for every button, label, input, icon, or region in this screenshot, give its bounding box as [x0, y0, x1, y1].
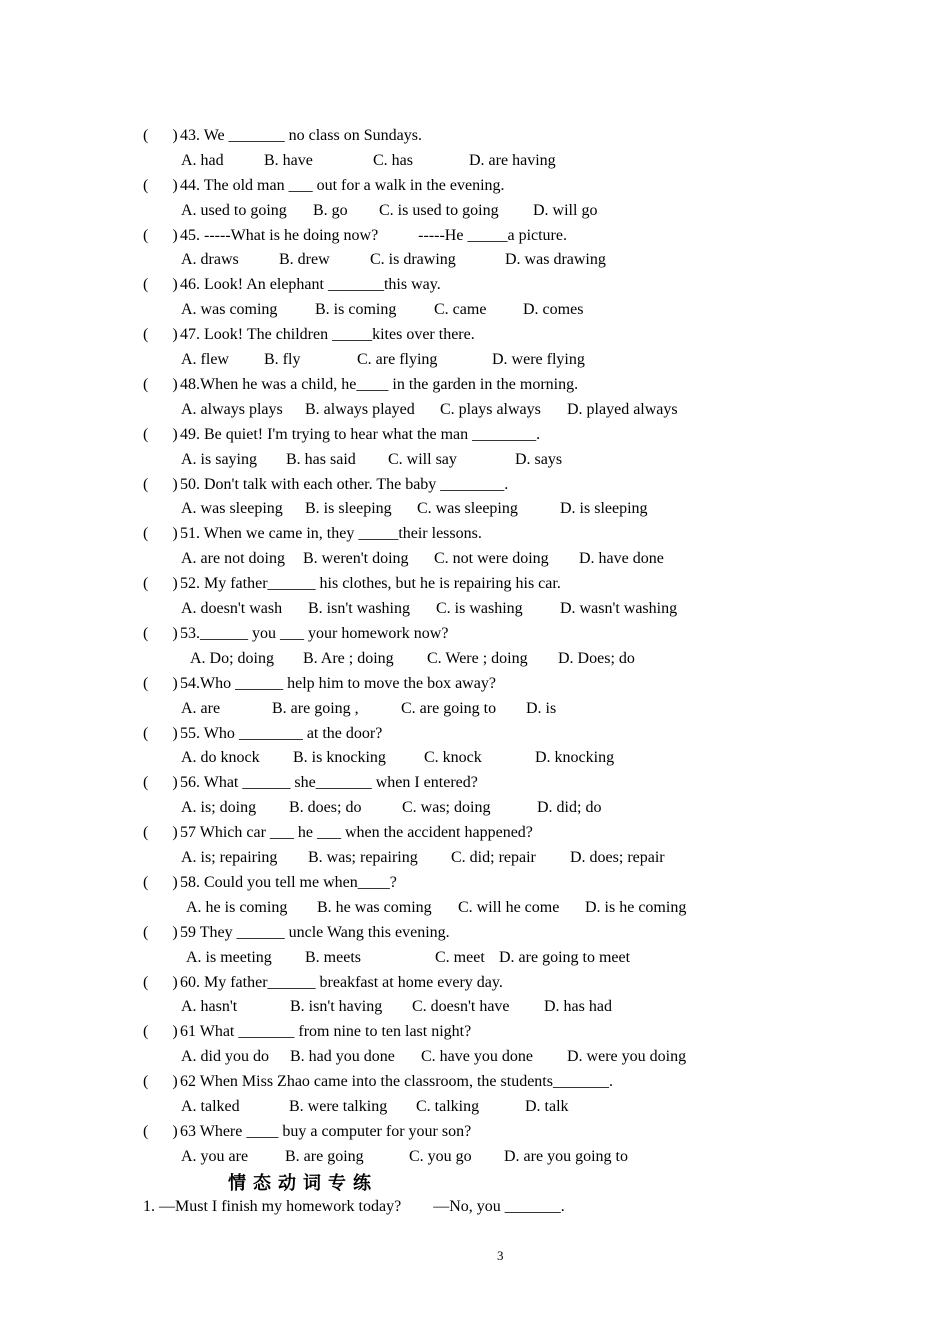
option-b: B. does; do [289, 799, 362, 817]
option-a: A. hasn't [181, 998, 238, 1016]
option-d: D. has had [544, 998, 612, 1016]
option-b: B. isn't having [290, 998, 383, 1016]
answer-blank: ( ) [143, 475, 178, 493]
question-item [143, 771, 783, 821]
question-text: 46. Look! An elephant _______this way. [180, 276, 441, 294]
answer-blank: ( ) [143, 226, 178, 244]
option-d: D. are you going to [504, 1147, 628, 1165]
question-text: 57 Which car ___ he ___ when the accident happened? [180, 824, 533, 842]
option-row [143, 946, 783, 971]
option-row [143, 448, 783, 473]
option-a: A. used to going [181, 201, 287, 219]
option-b: B. go [313, 201, 348, 219]
option-d: D. is sleeping [560, 500, 648, 518]
option-row [143, 846, 783, 871]
option-b: B. he was coming [317, 898, 432, 916]
option-c: C. will he come [458, 898, 560, 916]
question-text: 49. Be quiet! I'm trying to hear what the man ________. [180, 425, 541, 443]
option-c: C. did; repair [451, 849, 536, 867]
option-row [143, 647, 783, 672]
option-b: B. is sleeping [305, 500, 392, 518]
question-text: 60. My father______ breakfast at home every day. [180, 973, 503, 991]
answer-blank: ( ) [143, 575, 178, 593]
question-stem [143, 522, 783, 547]
question-stem [143, 1020, 783, 1045]
answer-blank: ( ) [143, 774, 178, 792]
option-b: B. had you done [290, 1048, 395, 1066]
question-text: 44. The old man ___ out for a walk in the evening. [180, 176, 505, 194]
answer-blank: ( ) [143, 973, 178, 991]
question-item [143, 224, 783, 274]
option-row [143, 995, 783, 1020]
option-c: C. are going to [401, 699, 497, 717]
question-stem [143, 622, 783, 647]
question-stem [143, 473, 783, 498]
option-a: A. are [181, 699, 221, 717]
question-item [143, 124, 783, 174]
option-c: C. doesn't have [412, 998, 510, 1016]
option-a: A. is; doing [181, 799, 257, 817]
question-item [143, 373, 783, 423]
option-b: B. are going , [272, 699, 359, 717]
option-d: D. does; repair [570, 849, 665, 867]
option-c: C. are flying [357, 351, 438, 369]
option-row [143, 1145, 783, 1170]
question-item [143, 1020, 783, 1070]
option-b: B. has said [286, 450, 356, 468]
option-a: A. you are [181, 1147, 249, 1165]
option-d: D. were flying [492, 351, 585, 369]
question-stem [143, 871, 783, 896]
option-d: D. comes [523, 301, 584, 319]
option-a: A. draws [181, 251, 239, 269]
option-c: C. plays always [440, 400, 541, 418]
question-stem [143, 273, 783, 298]
answer-blank: ( ) [143, 674, 178, 692]
option-c: C. meet [435, 948, 485, 966]
option-d: D. knocking [535, 749, 615, 767]
section-title: 情态动词专练 [228, 1173, 378, 1194]
question-stem [143, 224, 783, 249]
option-row [143, 597, 783, 622]
question-text: 47. Look! The children _____kites over there. [180, 326, 475, 344]
question-stem [143, 1070, 783, 1095]
question-item [143, 423, 783, 473]
question-text: 45. -----What is he doing now? -----He _____a picture. [180, 226, 567, 244]
option-a: A. was sleeping [181, 500, 283, 518]
question-text: 55. Who ________ at the door? [180, 724, 383, 742]
question-stem [143, 722, 783, 747]
question-stem [143, 672, 783, 697]
option-d: D. will go [533, 201, 598, 219]
option-row [143, 348, 783, 373]
option-b: B. were talking [289, 1098, 388, 1116]
option-row [143, 149, 783, 174]
question-stem [143, 174, 783, 199]
question-item [143, 572, 783, 622]
option-a: A. are not doing [181, 550, 285, 568]
page-number: 3 [497, 1248, 504, 1263]
question-item [143, 821, 783, 871]
option-d: D. was drawing [505, 251, 606, 269]
option-d: D. wasn't washing [560, 600, 678, 618]
question-stem [143, 572, 783, 597]
option-a: A. was coming [181, 301, 278, 319]
option-b: B. isn't washing [308, 600, 410, 618]
answer-blank: ( ) [143, 176, 178, 194]
answer-blank: ( ) [143, 873, 178, 891]
option-a: A. did you do [181, 1048, 269, 1066]
question-item [143, 622, 783, 672]
option-d: D. are going to meet [499, 948, 631, 966]
question-item [143, 323, 783, 373]
question-item [143, 722, 783, 772]
question-item [143, 871, 783, 921]
answer-blank: ( ) [143, 425, 178, 443]
option-b: B. Are ; doing [303, 649, 394, 667]
option-b: B. always played [305, 400, 415, 418]
question-text: 52. My father______ his clothes, but he is repairing his car. [180, 575, 561, 593]
option-b: B. was; repairing [308, 849, 418, 867]
question-stem [143, 921, 783, 946]
option-d: D. is [526, 699, 557, 717]
question-item [143, 971, 783, 1021]
answer-blank: ( ) [143, 824, 178, 842]
option-row [143, 497, 783, 522]
option-d: D. played always [567, 400, 678, 418]
question-list [143, 124, 783, 1170]
question-stem [143, 323, 783, 348]
option-b: B. fly [264, 351, 301, 369]
answer-blank: ( ) [143, 127, 178, 144]
option-d: D. have done [579, 550, 664, 568]
answer-blank: ( ) [143, 923, 178, 941]
option-b: B. drew [279, 251, 330, 269]
option-row [143, 298, 783, 323]
question-text: 61 What _______ from nine to ten last night? [180, 1023, 472, 1041]
option-c: C. was sleeping [417, 500, 518, 518]
question-text: 59 They ______ uncle Wang this evening. [180, 923, 450, 941]
option-b: B. have [264, 151, 313, 169]
question-stem [143, 821, 783, 846]
question-stem [143, 1120, 783, 1145]
option-c: C. Were ; doing [427, 649, 528, 667]
option-a: A. flew [181, 351, 229, 369]
option-d: D. did; do [537, 799, 602, 817]
option-a: A. is meeting [186, 948, 272, 966]
question-text: 43. We _______ no class on Sundays. [180, 127, 422, 144]
question-stem [143, 373, 783, 398]
question-stem [143, 124, 783, 149]
option-row [143, 248, 783, 273]
option-row [143, 746, 783, 771]
option-a: A. doesn't wash [181, 600, 283, 618]
question-item [143, 672, 783, 722]
option-row [143, 398, 783, 423]
answer-blank: ( ) [143, 1122, 178, 1140]
answer-blank: ( ) [143, 724, 178, 742]
question-text: 56. What ______ she_______ when I entered? [180, 774, 478, 792]
answer-blank: ( ) [143, 624, 178, 642]
option-row [143, 1045, 783, 1070]
option-a: A. he is coming [186, 898, 288, 916]
answer-blank: ( ) [143, 375, 178, 393]
question-text: 63 Where ____ buy a computer for your son? [180, 1122, 472, 1140]
option-a: A. always plays [181, 400, 283, 418]
question-item [143, 273, 783, 323]
modal-question-1: 1. —Must I finish my homework today? —No, you _______. [143, 1198, 565, 1215]
option-c: C. knock [424, 749, 482, 767]
option-d: D. says [515, 450, 563, 468]
option-c: C. came [434, 301, 487, 319]
option-c: C. is drawing [370, 251, 456, 269]
option-a: A. is; repairing [181, 849, 278, 867]
option-d: D. Does; do [558, 649, 635, 667]
option-a: A. do knock [181, 749, 260, 767]
option-c: C. you go [409, 1147, 472, 1165]
option-row [143, 199, 783, 224]
question-stem [143, 971, 783, 996]
option-row [143, 547, 783, 572]
option-d: D. are having [469, 151, 556, 169]
option-d: D. is he coming [585, 898, 687, 916]
option-b: B. meets [305, 948, 361, 966]
answer-blank: ( ) [143, 1073, 178, 1091]
answer-blank: ( ) [143, 326, 178, 344]
question-stem [143, 771, 783, 796]
question-text: 58. Could you tell me when____? [180, 873, 397, 891]
option-c: C. not were doing [434, 550, 549, 568]
option-c: C. will say [388, 450, 457, 468]
option-c: C. is washing [436, 600, 523, 618]
question-item [143, 921, 783, 971]
question-text: 50. Don't talk with each other. The baby ________. [180, 475, 509, 493]
option-b: B. is knocking [293, 749, 386, 767]
option-c: C. is used to going [379, 201, 499, 219]
option-row [143, 796, 783, 821]
option-c: C. has [373, 151, 413, 169]
question-item [143, 1120, 783, 1170]
option-a: A. is saying [181, 450, 257, 468]
option-b: B. is coming [315, 301, 397, 319]
option-a: A. had [181, 151, 224, 169]
option-d: D. talk [525, 1098, 569, 1116]
option-row [143, 896, 783, 921]
option-c: C. was; doing [402, 799, 491, 817]
option-c: C. talking [416, 1098, 480, 1116]
option-b: B. weren't doing [303, 550, 409, 568]
answer-blank: ( ) [143, 276, 178, 294]
answer-blank: ( ) [143, 525, 178, 543]
question-item [143, 473, 783, 523]
option-a: A. talked [181, 1098, 240, 1116]
question-item [143, 1070, 783, 1120]
option-b: B. are going [285, 1147, 364, 1165]
question-text: 51. When we came in, they _____their lessons. [180, 525, 482, 543]
option-c: C. have you done [421, 1048, 533, 1066]
question-text: 54.Who ______ help him to move the box away? [180, 674, 496, 692]
question-stem [143, 423, 783, 448]
question-text: 53.______ you ___ your homework now? [180, 624, 449, 642]
option-row [143, 697, 783, 722]
option-d: D. were you doing [567, 1048, 687, 1066]
question-item [143, 174, 783, 224]
question-item [143, 522, 783, 572]
question-text: 48.When he was a child, he____ in the garden in the morning. [180, 375, 579, 393]
answer-blank: ( ) [143, 1023, 178, 1041]
option-a: A. Do; doing [190, 649, 274, 667]
question-text: 62 When Miss Zhao came into the classroom, the students_______. [180, 1073, 613, 1091]
option-row [143, 1095, 783, 1120]
